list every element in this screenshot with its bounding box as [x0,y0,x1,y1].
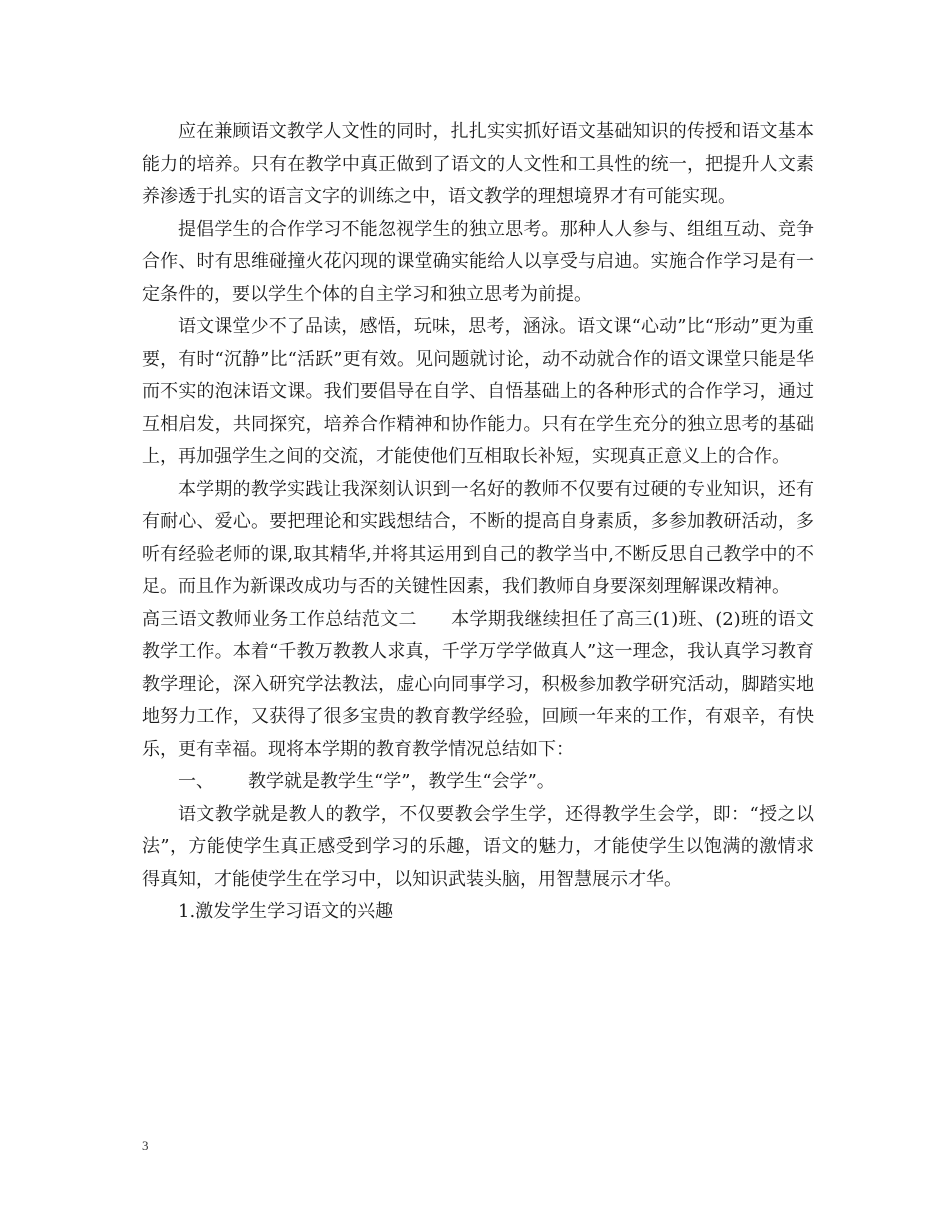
point-one [142,766,814,799]
section-title: 高三语文教师业务工作总结范文二 [142,608,417,630]
document-body [142,116,814,929]
section-body: 本学期我继续担任了高三(1)班、(2)班的语文教学工作。本着“千教万教教人求真，千学万学学做真人”这一理念，我认真学习教育教学理论，深入研究学法教法，虚心向同事学习，积极参加教学研究活动，脚踏实地地努力工作，又获得了很多宝贵的教育教学经验，回顾一年来的工作，有艰辛，有快乐，更有幸福。现将本学期的教育教学情况总结如下： [142,608,814,760]
paragraph-2: 提倡学生的合作学习不能忽视学生的独立思考。那种人人参与、组组互动、竞争合作、时有思维碰撞火花闪现的课堂确实能给人以享受与启迪。实施合作学习是有一定条件的，要以学生个体的自主学习和独立思考为前提。 [142,218,814,305]
paragraph-3: 语文课堂少不了品读，感悟，玩味，思考，涵泳。语文课“心动”比“形动”更为重要，有时“沉静”比“活跃”更有效。见问题就讨论，动不动就合作的语文课堂只能是华而不实的泡沫语文课。我们要倡导在自学、自悟基础上的各种形式的合作学习，通过互相启发，共同探究，培养合作精神和协作能力。只有在学生充分的独立思考的基础上，再加强学生之间的交流，才能使他们互相取长补短，实现真正意义上的合作。 [142,316,814,467]
paragraph-after-point: 语文教学就是教人的教学，不仅要教会学生学，还得教学生会学，即：“授之以法”，方能使学生真正感受到学习的乐趣，语文的魅力，才能使学生以饱满的激情求得真知，才能使学生在学习中，以知识武装头脑，用智慧展示才华。 [142,803,814,890]
paragraph-4: 本学期的教学实践让我深刻认识到一名好的教师不仅要有过硬的专业知识，还有有耐心、爱心。要把理论和实践想结合，不断的提高自身素质，多参加教研活动，多听有经验老师的课,取其精华,并将其运用到自己的教学当中,不断反思自己教学中的不足。而且作为新课改成功与否的关键性因素，我们教师自身要深刻理解课改精神。 [142,478,814,597]
page-number: 3 [142,1138,149,1153]
paragraph-1: 应在兼顾语文教学人文性的同时，扎扎实实抓好语文基础知识的传授和语文基本能力的培养。只有在教学中真正做到了语文的人文性和工具性的统一，把提升人文素养渗透于扎实的语言文字的训练之中，语文教学的理想境界才有可能实现。 [142,121,814,207]
point-one-number: 一、 [178,771,214,792]
section-paragraph [142,604,814,767]
point-one-text: 教学就是教学生“学”，教学生“会学”。 [248,771,555,792]
sub-item-1: 1.激发学生学习语文的兴趣 [178,901,394,922]
